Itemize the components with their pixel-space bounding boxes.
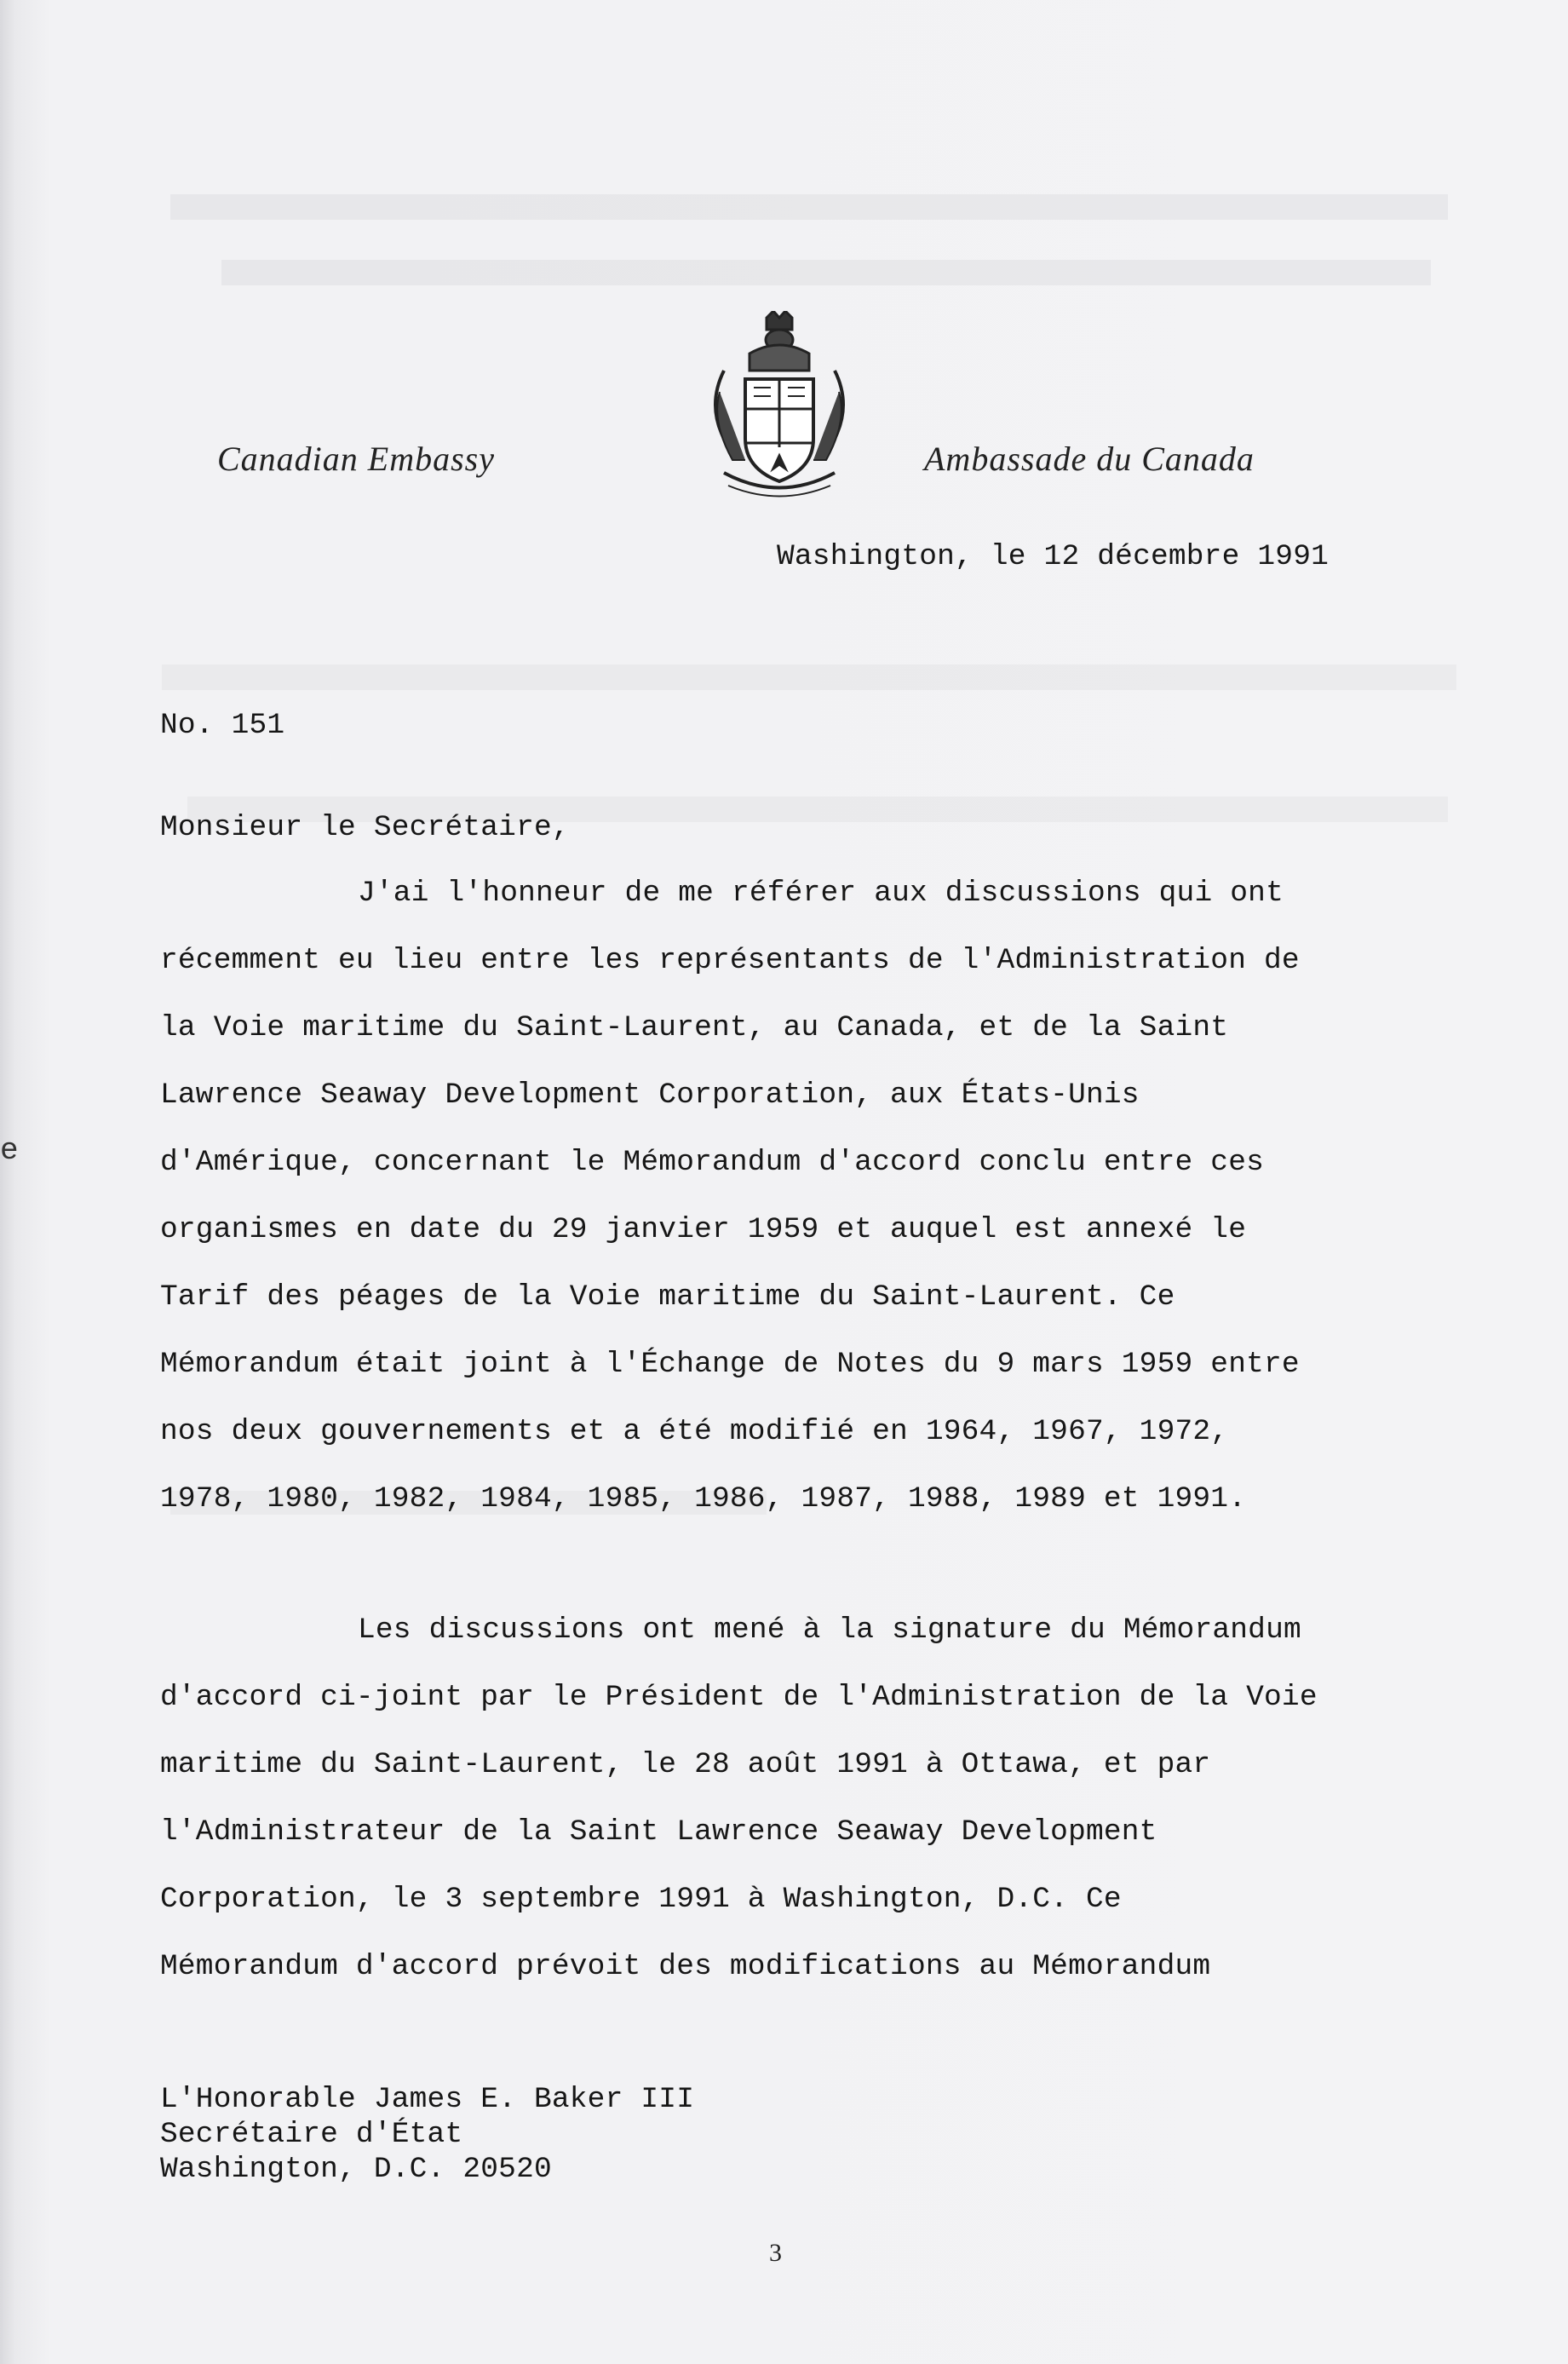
paragraph2-line: Corporation, le 3 septembre 1991 à Washington, D.C. Ce (160, 1883, 1122, 1916)
paragraph1-line: Lawrence Seaway Development Corporation, aux États-Unis (160, 1078, 1140, 1112)
paragraph1-line: d'Amérique, concernant le Mémorandum d'accord conclu entre ces (160, 1146, 1265, 1179)
coat-of-arms-icon (698, 311, 860, 503)
paragraph1-line: la Voie maritime du Saint-Laurent, au Canada, et de la Saint (160, 1011, 1229, 1044)
addressee-line: L'Honorable James E. Baker III (160, 2083, 695, 2116)
paragraph1-line: nos deux gouvernements et a été modifié en 1964, 1967, 1972, (160, 1415, 1229, 1448)
paragraph2-line: Les discussions ont mené à la signature du Mémorandum (358, 1613, 1301, 1647)
addressee-line: Secrétaire d'État (160, 2118, 463, 2151)
bleed-through-band (221, 260, 1431, 285)
paragraph1-line: Tarif des péages de la Voie maritime du Saint-Laurent. Ce (160, 1280, 1175, 1314)
addressee-line: Washington, D.C. 20520 (160, 2153, 552, 2186)
paragraph1-line: 1978, 1980, 1982, 1984, 1985, 1986, 1987, 1988, 1989 et 1991. (160, 1482, 1247, 1516)
paragraph1-line: J'ai l'honneur de me référer aux discussions qui ont (358, 877, 1284, 910)
note-number: No. 151 (160, 709, 285, 742)
bleed-through-band (162, 664, 1456, 690)
paragraph2-line: maritime du Saint-Laurent, le 28 août 1991 à Ottawa, et par (160, 1748, 1211, 1781)
bleed-through-band (170, 194, 1448, 220)
paragraph1-line: organismes en date du 29 janvier 1959 et auquel est annexé le (160, 1213, 1247, 1246)
letterhead-left: Canadian Embassy (217, 440, 495, 478)
paragraph2-line: Mémorandum d'accord prévoit des modifications au Mémorandum (160, 1950, 1211, 1983)
paragraph2-line: d'accord ci-joint par le Président de l'Administration de la Voie (160, 1681, 1318, 1714)
paragraph1-line: récemment eu lieu entre les représentants de l'Administration de (160, 944, 1300, 977)
place-date: Washington, le 12 décembre 1991 (777, 540, 1330, 573)
page-number: 3 (769, 2239, 782, 2267)
paragraph2-line: l'Administrateur de la Saint Lawrence Seaway Development (160, 1815, 1157, 1849)
letterhead-right: Ambassade du Canada (924, 440, 1255, 478)
margin-mark: e (0, 1133, 19, 1168)
salutation: Monsieur le Secrétaire, (160, 811, 570, 844)
paragraph1-line: Mémorandum était joint à l'Échange de Notes du 9 mars 1959 entre (160, 1348, 1300, 1381)
